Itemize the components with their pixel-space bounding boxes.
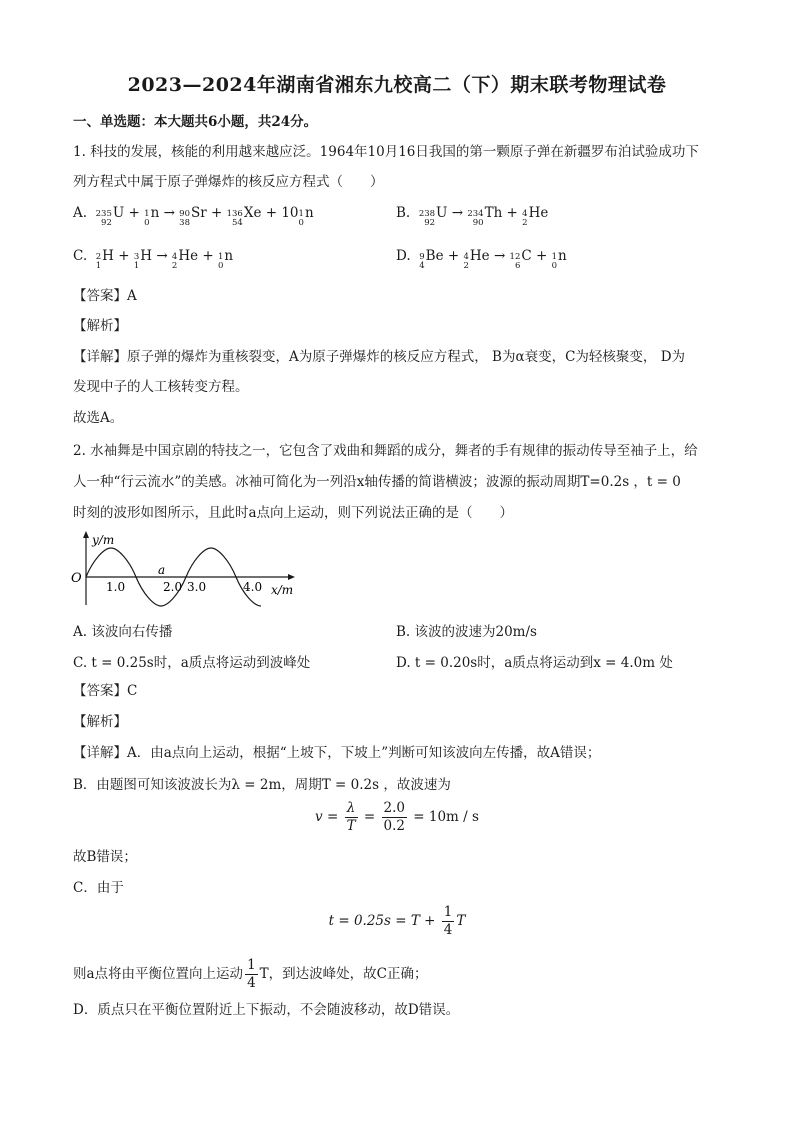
q2-detail-c-frac-den: 4 [247, 975, 256, 991]
page-title: 2023—2024年湖南省湘东九校高二（下）期末联考物理试卷 [127, 74, 667, 96]
tick-label-3: 3.0 [187, 580, 207, 594]
q2-detail-c-pre: 则a点将由平衡位置向上运动 [73, 966, 244, 982]
formula-t-frac [442, 904, 455, 939]
q1-option-a: A. 235 92 U + 1 0 n → 90 38 Sr + 136 54 Xe + 10 1 0 n [73, 205, 314, 228]
section-header: 一、单选题：本大题共6小题，共24分。 [73, 114, 318, 130]
tick-label-2: 2.0 [163, 580, 183, 594]
q2-detail-d: D．质点只在平衡位置附近上下振动，不会随波移动，故D错误。 [73, 1002, 460, 1018]
q1-detail-line1 [73, 347, 685, 367]
formula-v-frac2 [382, 800, 407, 835]
q1-answer [73, 286, 137, 306]
q2-detail-c-frac-num: 1 [247, 957, 256, 973]
formula-v-den2: 0.2 [383, 818, 405, 834]
q1-option-d-label: D. [396, 248, 411, 264]
q2-option-d: D. t = 0.20s时，a质点将运动到x = 4.0m 处 [396, 655, 673, 671]
q2-detail-a [73, 743, 600, 763]
formula-v-den1: T [346, 818, 356, 834]
tick-label-1: 1.0 [106, 580, 126, 594]
q1-analysis-label: 【解析】 [73, 318, 127, 334]
q2-analysis-label: 【解析】 [73, 714, 127, 730]
q1-option-b: B. 238 92 U → 234 90 Th + 4 2 He [396, 205, 549, 228]
formula-t-right: T [456, 913, 466, 929]
q1-stem-line2: 列方程式中属于原子弹爆炸的核反应方程式（ ） [73, 174, 384, 190]
q2-answer-label: 【答案】 [73, 683, 127, 699]
q2-answer [73, 681, 137, 701]
tick-label-4: 4.0 [243, 580, 263, 594]
q2-answer-value: C [127, 683, 138, 699]
y-axis-arrow [83, 531, 89, 538]
formula-v-frac1 [345, 800, 358, 835]
formula-v-left: v = [315, 809, 339, 825]
origin-label: O [71, 571, 82, 586]
formula-v-eq: = [363, 809, 376, 825]
q2-detail-c-line [73, 954, 428, 994]
formula-t-left: t = 0.25s = T + [328, 913, 436, 929]
formula-v-num2: 2.0 [383, 800, 405, 816]
q2-detail-c-frac [245, 957, 258, 992]
q1-answer-value: A [127, 288, 137, 304]
x-axis-label: x/m [271, 583, 294, 597]
q1-option-a-label: A. [73, 205, 88, 221]
q2-option-a: A. 该波向右传播 [73, 624, 173, 640]
q2-detail-b: B．由题图可知该波波长为λ = 2m，周期T = 0.2s ，故波速为 [73, 777, 451, 793]
formula-t-den: 4 [443, 922, 453, 938]
formula-v-right: = 10m / s [413, 809, 479, 825]
q1-option-d: D. 9 4 Be + 4 2 He → 12 6 C + 1 0 n [396, 248, 567, 271]
q1-detail-line2: 发现中子的人工核转变方程。 [73, 379, 249, 395]
point-a-label: a [158, 563, 166, 577]
q1-stem-line1: 1. 科技的发展，核能的利用越来越应泛。1964年10月16日我国的第一颗原子弹在新疆罗布泊试验成功下 [73, 144, 699, 160]
q2-option-b: B. 该波的波速为20m/s [396, 624, 537, 640]
q2-detail-label: 【详解】 [73, 745, 127, 761]
x-axis-arrow [288, 574, 295, 580]
q1-option-b-label: B. [396, 205, 411, 221]
q1-answer-label: 【答案】 [73, 288, 127, 304]
q2-stem-line2: 人一种“行云流水”的美感。冰袖可简化为一列沿x轴传播的简谐横波；波源的振动周期T=0.2s ，t = 0 [73, 474, 681, 490]
q2-stem-line3: 时刻的波形如图所示，且此时a点向上运动，则下列说法正确的是（ ） [73, 505, 514, 521]
q1-option-c: C. 2 1 H + 3 1 H → 4 2 He + 1 0 n [73, 248, 234, 271]
formula-time [0, 904, 794, 939]
q2-detail-c: C．由于 [73, 880, 124, 896]
q2-detail-c-post: T，到达波峰处，故C正确； [259, 966, 428, 982]
q1-conclusion: 故选A。 [73, 410, 124, 426]
q1-detail-label: 【详解】 [73, 349, 127, 365]
formula-v-num1: λ [345, 800, 358, 818]
y-axis-label: y/m [92, 533, 115, 547]
formula-wave-speed [0, 800, 794, 835]
formula-t-num: 1 [443, 904, 453, 920]
q2-stem-line1: 2. 水袖舞是中国京剧的特技之一，它包含了戏曲和舞蹈的成分，舞者的手有规律的振动传导至袖子上，给 [73, 443, 698, 459]
q1-detail-text: 原子弹的爆炸为重核裂变，A为原子弹爆炸的核反应方程式， B为α衰变，C为轻核聚变， D为 [127, 349, 686, 365]
q2-option-c: C. t = 0.25s时，a质点将运动到波峰处 [73, 655, 311, 671]
q2-detail-a-text: A．由a点向上运动，根据“上坡下，下坡上”判断可知该波向左传播，故A错误； [127, 745, 601, 761]
q1-option-c-label: C. [73, 248, 88, 264]
q2-detail-b-end: 故B错误； [73, 849, 137, 865]
wave-graph [66, 530, 306, 610]
